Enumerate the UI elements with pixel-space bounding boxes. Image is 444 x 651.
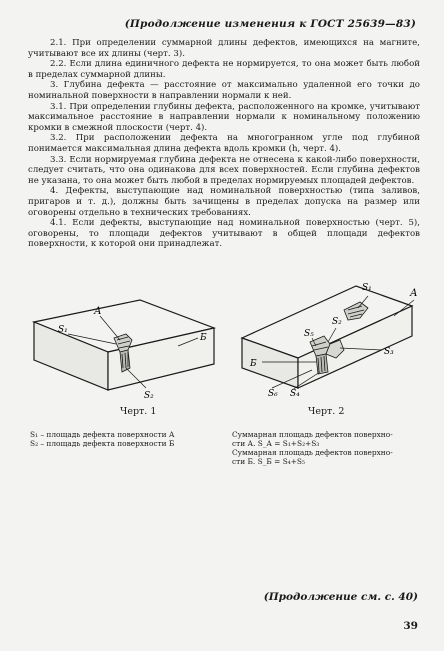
figure-1-drawing (28, 260, 228, 400)
figure-1-caption: Черт. 1 (120, 406, 157, 417)
paragraph-3-3: 3.3. Если нормируемая глубина дефекта не отнесена к какой-либо поверхности, следует считать, что она одинакова для всех поверхностей. Если глубина дефектов не указана, то она может быть любой в пределах нормируемых площадей дефектов. (28, 154, 420, 186)
fig1-legend-line: S₂ – площадь дефекта поверхности Б (30, 439, 175, 448)
fig2-label-b: Б (250, 359, 257, 369)
paragraph-3-1: 3.1. При определении глубины дефекта, расположенного на кромке, учитывают максимальное расстояние в направлении нормали к номинальному положению кромки в смежной плоскости (черт. 4). (28, 101, 420, 133)
fig2-label-a: А (410, 288, 418, 299)
fig1-legend-line: S₁ – площадь дефекта поверхности А (30, 430, 175, 439)
fig2-label-s3: S₃ (384, 347, 394, 357)
figures-area (28, 250, 420, 440)
fig1-label-s1: S₁ (58, 325, 68, 335)
fig1-label-b: Б (200, 333, 207, 343)
paragraph-2-2: 2.2. Если длина единичного дефекта не нормируется, то она может быть любой в пределах суммарной длины. (28, 59, 420, 80)
fig2-legend-line: сти Б. S_Б = S₄+S₅ (232, 457, 305, 466)
figure-2-caption: Черт. 2 (308, 406, 345, 417)
fig2-label-s4: S₄ (290, 389, 300, 399)
fig1-label-s2: S₂ (144, 391, 154, 400)
fig2-label-s1: S₁ (362, 283, 372, 293)
body-text (28, 38, 420, 250)
page-number: 39 (403, 620, 418, 632)
paragraph-3-2: 3.2. При расположении дефекта на многогранном угле под глубиной понимается максимальная длина дефекта вдоль кромки (h, черт. 4). (28, 133, 420, 154)
fig2-label-s6: S₆ (268, 389, 278, 399)
paragraph-4: 4. Дефекты, выступающие над номинальной поверхностью (типа заливов, пригаров и т. д.), должны быть зачищены в пределах допуска на размер или оговорены отдельно в технических требованиях. (28, 186, 420, 218)
figure-1-legend (30, 430, 175, 448)
fig2-legend-line: Суммарная площадь дефектов поверхно- (232, 448, 393, 457)
page-header: (Продолжение изменения к ГОСТ 25639—83) (124, 18, 416, 30)
paragraph-3: 3. Глубина дефекта — расстояние от максимально удаленной его точки до номинальной поверхности в направлении нормали к ней. (28, 80, 420, 101)
paragraph-4-1: 4.1. Если дефекты, выступающие над номинальной поверхностью (черт. 5), оговорены, то площади дефектов учитывают в общей площади дефектов поверхности, к которой они принадлежат. (28, 218, 420, 250)
continuation-note: (Продолжение см. с. 40) (263, 591, 418, 603)
fig2-label-s5: S₅ (304, 329, 314, 339)
paragraph-2-1: 2.1. При определении суммарной длины дефектов, имеющихся на магните, учитывают все их длины (черт. 3). (28, 38, 420, 59)
figure-2-legend (232, 430, 393, 466)
fig2-legend-line: сти А. S_A = S₁+S₂+S₃ (232, 439, 320, 448)
fig1-label-a: А (94, 306, 102, 317)
fig2-label-s2: S₂ (332, 317, 342, 327)
fig2-legend-line: Суммарная площадь дефектов поверхно- (232, 430, 393, 439)
figure-2-drawing (232, 250, 424, 400)
